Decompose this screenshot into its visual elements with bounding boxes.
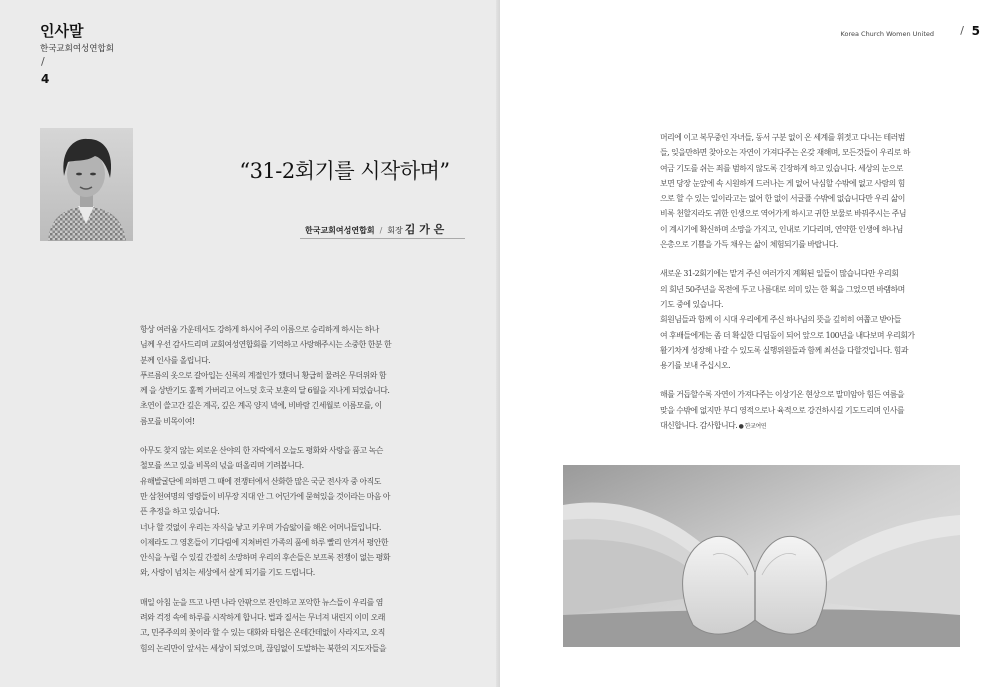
body-line: 항상 여러움 가운데서도 강하게 하시어 주의 이름으로 승리하게 하시는 하나 (140, 325, 379, 334)
body-line: 새로운 31-2회기에는 맡겨 주신 여러가지 계획된 일들이 많습니다만 우리회 (660, 269, 899, 279)
body-line: 대신합니다. 감사합니다. ● 한교여연 (660, 421, 766, 431)
body-line: 께 을 상반기도 훌쩍 가버리고 어느덧 호국 보훈의 달 6월을 지나게 되었습니다. (140, 386, 390, 396)
body-line: 이제라도 그 영혼들이 기다림에 지쳐버린 가족의 품에 하루 빨리 안겨서 평안한 (140, 537, 388, 547)
body-line: 용기를 보내 주십시오. (660, 361, 731, 371)
body-line: 으로 할 수 있는 일이라고는 없어 한 없이 서글플 수밖에 없습니다만 우리 삶이 (660, 194, 905, 204)
body-line: 이 계시기에 확신하며 소망을 가지고, 인내로 기다리며, 연약한 인생에 하나님 (660, 224, 903, 234)
body-line: 만 삼천여명의 영령들이 비무장 지대 안 그 어딘가에 묻혀있을 것이라는 마음 아 (140, 491, 391, 501)
body-line: 너나 할 것없이 우리는 자식을 낳고 키우며 가슴앓이를 해온 어머니들입니다. (140, 522, 381, 532)
body-line (140, 581, 442, 595)
page-number-left: 4 (41, 72, 50, 86)
byline (305, 221, 465, 237)
body-line: 머리에 이고 복무중인 자녀들, 동서 구분 없이 온 세계를 휘젓고 다니는 테러범 (660, 133, 905, 142)
header-slash-right: / (960, 24, 964, 37)
body-line: 힘의 논리만이 앞서는 세상이 되었으며, 끊임없이 도발하는 북한의 지도자들을 (140, 643, 386, 653)
body-line: 철모를 쓰고 있을 비목의 넋을 떠올리며 기려봅니다. (140, 461, 304, 471)
body-line: 회원님들과 함께 이 시대 우리에게 주신 하나님의 뜻을 깊히히 여쭙고 받아들 (660, 315, 901, 325)
body-line: 활기차게 성장해 나갈 수 있도록 실행위원들과 함께 최선을 다할것입니다. 힘과 (660, 345, 908, 355)
end-mark: ● 한교여연 (737, 423, 766, 431)
byline-org: 한국교회여성연합회 (305, 226, 375, 235)
body-line (140, 429, 442, 443)
byline-separator: / (379, 226, 383, 235)
body-line: 유해발굴단에 의하면 그 때에 전쟁터에서 산화한 많은 국군 전사자 중 아직도 (140, 476, 381, 486)
left-body-column (140, 322, 442, 656)
body-line: 픈 추정을 하고 있습니다. (140, 507, 220, 517)
section-title: 인사말 (40, 22, 84, 40)
body-line: 들, 잊을만하면 찾아오는 자연이 가져다주는 온갖 재해며, 모든것들이 우리로 하 (660, 148, 911, 158)
body-line (660, 252, 962, 266)
body-line: 푸르름의 옷으로 갈아입는 신록의 계절인가 했더니 황급히 물려온 무더위와 함 (140, 370, 386, 380)
body-line: 기도 중에 있습니다. (660, 299, 724, 309)
body-line: 름모를 비목이여! (140, 416, 195, 426)
right-body-column (660, 130, 962, 434)
body-line: 고, 민주주의의 꽃이라 할 수 있는 대화와 타협은 온데간데없이 사라지고, 오직 (140, 628, 385, 638)
byline-rule (300, 238, 465, 239)
body-line: 안식을 누릴 수 있길 간절히 소망하며 우리의 후손들은 보프록 전쟁이 없는 평화 (140, 553, 391, 563)
author-portrait (40, 128, 133, 241)
body-line: 해를 거듭할수록 자연이 가져다주는 이상기온 현상으로 말미암아 힘든 여름을 (660, 390, 904, 400)
open-book-photo (563, 465, 960, 647)
body-line: 초연이 쓸고간 깊은 계곡, 깊은 계곡 양지 녘에, 비바람 긴세월로 이름모를, 이 (140, 401, 382, 411)
body-line: 여금 기도를 쉬는 죄를 범하지 않도록 긴장하게 하고 있습니다. 세상의 눈으로 (660, 163, 903, 173)
body-line: 와, 사랑이 넘치는 세상에서 살게 되기를 기도 드립니다. (140, 568, 315, 578)
section-subtitle: 한국교회여성연합회 (40, 44, 114, 54)
body-line: 님께 우선 감사드리며 교회여성연합회를 기억하고 사랑해주시는 소중한 한분 한 (140, 340, 392, 350)
body-line: 보면 당장 눈앞에 속 시원하게 드러나는 게 없어 낙심할 수밖에 없고 사람의 힘 (660, 178, 905, 188)
body-line: 아무도 찾지 않는 외로운 산야의 한 자락에서 오늘도 평화와 사랑을 품고 녹슨 (140, 446, 383, 456)
header-slash: / (41, 55, 45, 68)
body-line: 분께 인사를 올립니다. (140, 355, 211, 365)
body-line: 맞을 수밖에 없지만 부디 영적으로나 육적으로 강건하시길 기도드리며 인사를 (660, 405, 904, 415)
body-line: 여 후배들에게는 좀 더 확실한 디딤돌이 되어 앞으로 100년을 내다보며 우리회가 (660, 330, 915, 340)
body-line: 은총으로 기쁨을 가득 채우는 삶이 체험되기를 바랍니다. (660, 240, 838, 250)
byline-role: 회장 (387, 226, 403, 235)
publication-name: Korea Church Women United (840, 30, 934, 38)
body-line: 매일 아침 눈을 뜨고 나면 나라 안팎으로 잔인하고 포악한 뉴스들이 우리를 염 (140, 597, 383, 607)
body-line: 의 회년 50주년을 목전에 두고 나름대로 의미 있는 한 획을 그었으면 바램하며 (660, 284, 905, 294)
byline-name: 김 가 은 (404, 223, 445, 236)
page-number-right: 5 (971, 24, 980, 38)
body-line: 비록 천할지라도 귀한 인생으로 역어가게 하시고 귀한 보물로 바꿔주시는 주님 (660, 209, 906, 219)
body-line: 려와 걱정 속에 하루를 시작하게 합니다. 법과 질서는 무너져 내린지 이미 오래 (140, 613, 385, 623)
article-title: “31-2회기를 시작하며” (239, 159, 450, 183)
body-line (660, 373, 962, 387)
